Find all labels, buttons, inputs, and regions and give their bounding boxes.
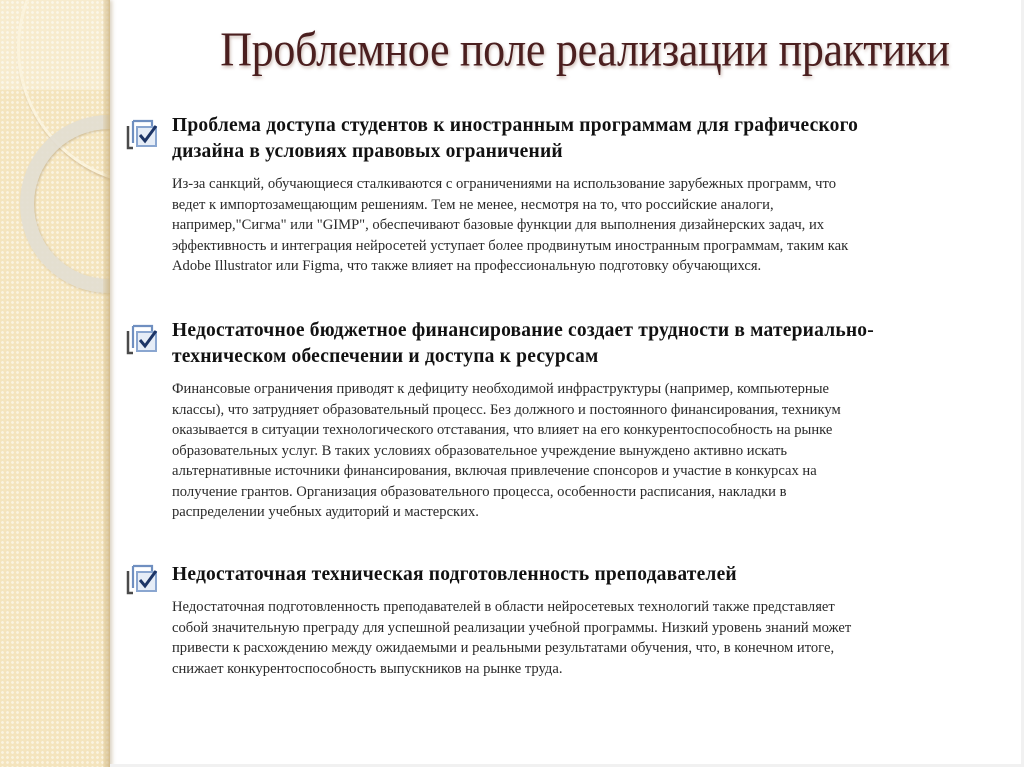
slide-title: Проблемное поле реализации практики [220,22,950,77]
side-panel-shadow-edge [103,0,110,767]
problem-item-legal-access [125,113,965,277]
decorative-ring-small [20,115,110,293]
checkbox-check-icon [125,322,159,356]
checkbox-check-icon [125,117,159,151]
problem-description: Финансовые ограничения приводят к дефициту необходимой инфраструктуры (например, компьютерные классы), что затрудняет образовательный процесс. Без должного и постоянного финансирования, техникум оказывается в ситуации технологического отставания, что влияет на его конкурентоспособность на рынке образовательных услуг. В таких условиях образовательное учреждение вынуждено активно искать альтернативные источники финансирования, включая привлечение спонсоров и участие в конкурсах на получение грантов. Организация образовательного процесса, особенности расписания, накладки в распределении учебных аудиторий и мастерских. [172,381,841,520]
checkbox-check-icon [125,562,159,596]
problem-item-teacher-skills [125,558,965,679]
decorative-side-panel [0,0,110,767]
problem-heading: Проблема доступа студентов к иностранным программам для графического дизайна в условиях правовых ограничений [172,115,859,162]
problem-description: Недостаточная подготовленность преподавателей в области нейросетевых технологий также представляет собой значительную преграду для успешной реализации учебной программы. Низкий уровень знаний может привести к расхождению между ожидаемыми и реальными результатами обучения, что, в конечном итоге, снижает конкурентоспособность выпускников на рынке труда. [172,599,852,677]
problem-description: Из-за санкций, обучающиеся сталкиваются с ограничениями на использование зарубежных программ, что ведет к импортозамещающим решениям. Тем не менее, несмотря на то, что российские аналоги, например,"Сигма" или "GIMP", обеспечивают базовые функции для выполнения дизайнерских задач, их эффективность и интеграция нейросетей уступает более продвинутым иностранным программам, таким как Adobe Illustrator или Figma, что также влияет на профессиональную подготовку обучающихся. [172,176,849,274]
problem-heading: Недостаточное бюджетное финансирование создает трудности в материально- техническом обеспечении и доступа к ресурсам [172,320,874,367]
problem-item-funding [125,318,965,523]
problem-heading: Недостаточная техническая подготовленность преподавателей [172,564,737,585]
